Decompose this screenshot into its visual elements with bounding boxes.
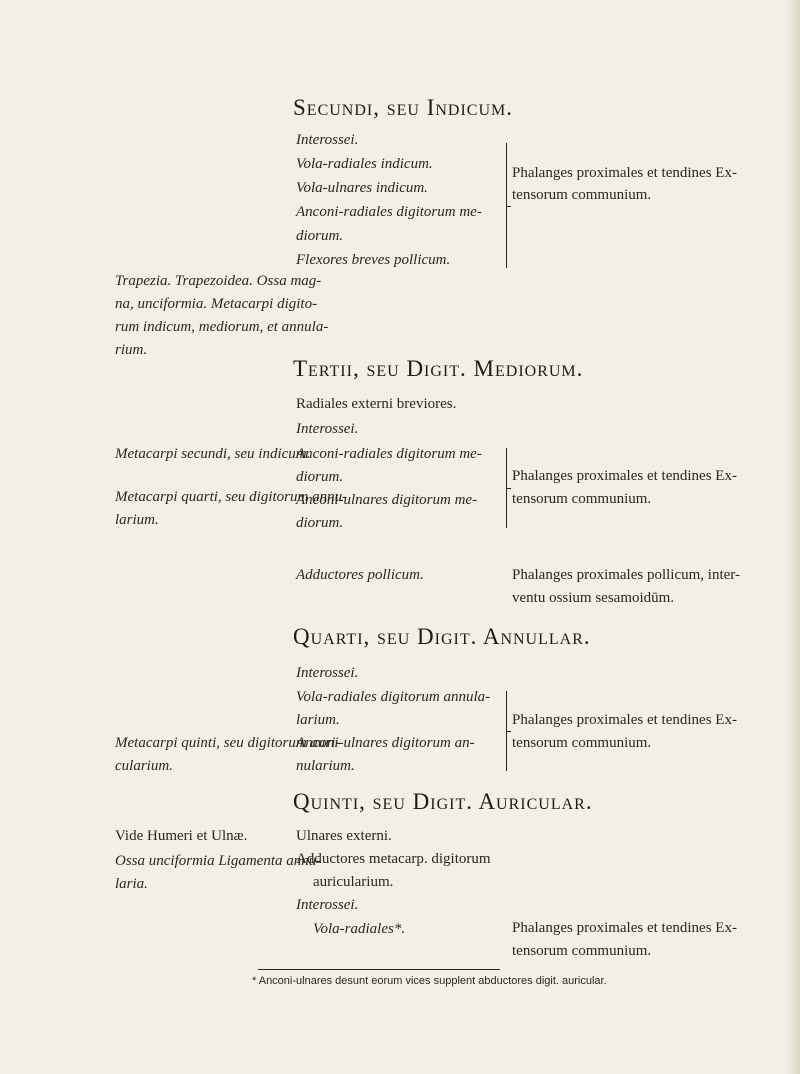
text-line: tensorum communium. (512, 187, 652, 203)
tertii-radiales: Radiales externi breviores. (296, 396, 457, 412)
text-line: Phalanges proximales et tendines Ex- (512, 165, 737, 181)
text-line: Ulnares externi. (296, 828, 392, 844)
text-line: Trapezia. Trapezoidea. Ossa mag- (115, 273, 322, 289)
text-line: Vola-ulnares indicum. (296, 180, 428, 196)
secundi-right (512, 163, 737, 205)
text-line: Anconi-radiales digitorum me- (296, 204, 482, 220)
text-line: Anconi-radiales digitorum me- (296, 446, 482, 462)
text-line: diorum. (296, 515, 344, 531)
text-line: Adductores metacarp. digitorum (296, 851, 491, 867)
quinti-middle-it (296, 895, 405, 939)
tertii-adductores: Adductores pollicum. (296, 567, 424, 583)
text-line: Phalanges proximales et tendines Ex- (512, 920, 737, 936)
text-line: laria. (115, 876, 148, 892)
secundi-middle (296, 130, 482, 270)
quarti-right (512, 710, 737, 753)
heading-quinti: Quinti, seu Digit. Auricular. (293, 789, 593, 814)
text-line: larium. (115, 512, 159, 528)
tertii-interossei: Interossei. (296, 421, 359, 437)
footnote-rule (258, 969, 500, 970)
heading-secundi: Secundi, seu Indicum. (293, 95, 514, 120)
secundi-left (115, 271, 328, 360)
text-line: ventu ossium sesamoidūm. (512, 590, 675, 606)
quarti-interossei: Interossei. (296, 665, 359, 681)
heading-tertii: Tertii, seu Digit. Mediorum. (293, 356, 584, 381)
text-line: Phalanges proximales et tendines Ex- (512, 468, 737, 484)
heading-quarti: Quarti, seu Digit. Annullar. (293, 624, 591, 649)
text-line: Vola-radiales digitorum annula- (296, 689, 491, 705)
quarti-left (115, 733, 340, 776)
text-line: nularium. (296, 758, 355, 774)
quinti-right (512, 918, 737, 961)
brace (500, 691, 507, 771)
text-line: rum indicum, mediorum, et annula- (115, 319, 329, 335)
text-line: rium. (115, 342, 148, 358)
quinti-left-it (115, 851, 321, 894)
text-line: diorum. (296, 469, 344, 485)
text-line: Phalanges proximales pollicum, inter- (512, 567, 740, 583)
footnote: * Anconi-ulnares desunt eorum vices supplent abductores digit. auricular. (252, 975, 607, 987)
tertii-left-a: Metacarpi secundi, seu indicum. (115, 446, 311, 462)
tertii-adductores-right (512, 565, 740, 608)
text-line: tensorum communium. (512, 491, 652, 507)
text-line: Metacarpi quarti, seu digitorum annu- (115, 489, 348, 505)
text-line: Metacarpi quinti, seu digitorum auri- (115, 735, 341, 751)
quinti-left-plain: Vide Humeri et Ulnæ. (115, 828, 248, 844)
text-line: Anconi-ulnares digitorum me- (296, 492, 478, 508)
text-line: diorum. (296, 228, 344, 244)
text-line: tensorum communium. (512, 735, 652, 751)
text-line: Vola-radiales indicum. (296, 156, 433, 172)
brace (500, 143, 507, 268)
text-line: cularium. (115, 758, 173, 774)
text-line: tensorum communium. (512, 943, 652, 959)
text-line: larium. (296, 712, 340, 728)
text-line: Flexores breves pollicum. (296, 252, 451, 268)
brace (500, 448, 507, 528)
text-line: auricularium. (313, 874, 394, 890)
text-line: Interossei. (296, 897, 359, 913)
quinti-middle (296, 826, 491, 892)
text-line: Phalanges proximales et tendines Ex- (512, 712, 737, 728)
tertii-middle (296, 444, 482, 533)
text-line: Anconi-ulnares digitorum an- (296, 735, 475, 751)
page-edge-shadow (786, 0, 800, 1074)
text-line: Ossa unciformia Ligamenta annu- (115, 853, 322, 869)
text-line: na, unciformia. Metacarpi digito- (115, 296, 318, 312)
text-line: Interossei. (296, 132, 359, 148)
text-line: Vola-radiales*. (313, 921, 406, 937)
tertii-right (512, 466, 737, 509)
